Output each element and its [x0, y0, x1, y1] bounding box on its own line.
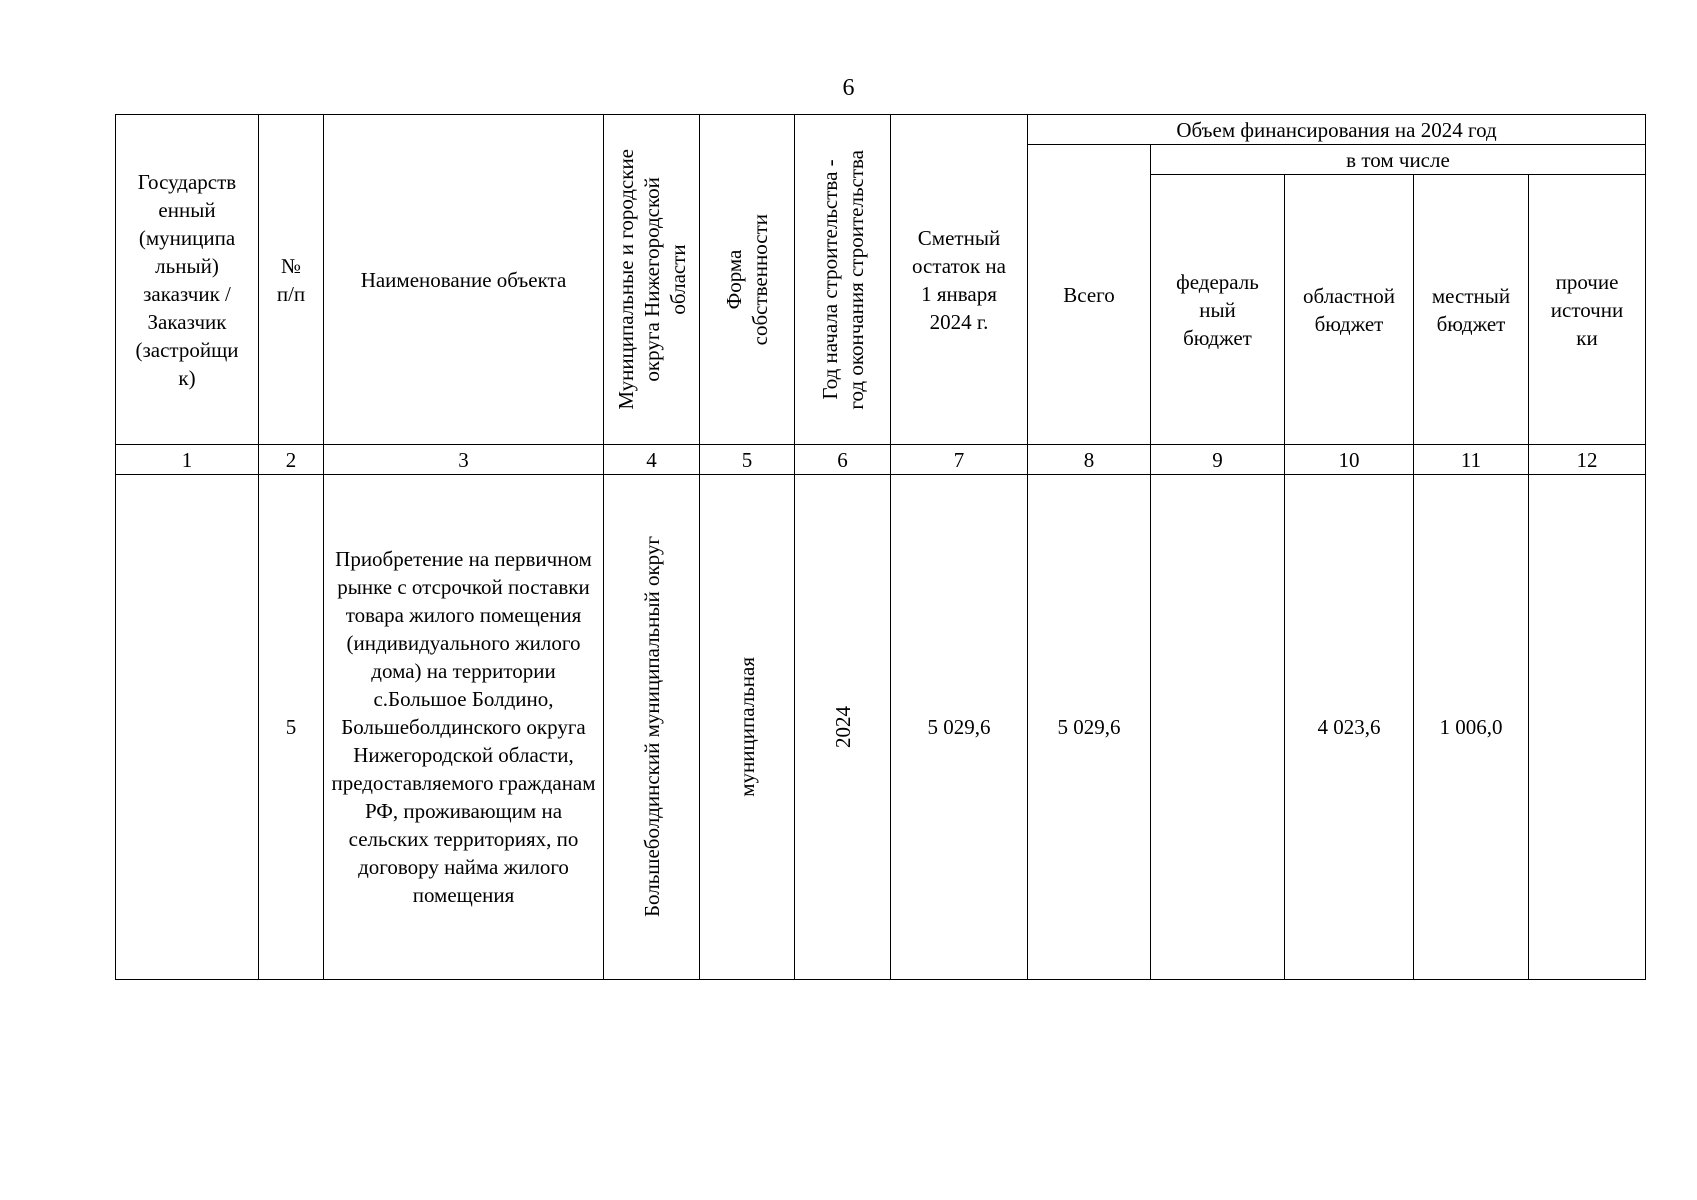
- column-number: 10: [1285, 445, 1414, 475]
- header-years-label: Год начала строительства - год окончания строительства: [817, 149, 868, 410]
- header-customer: [116, 115, 259, 445]
- cell-municipality: [604, 475, 700, 980]
- cell-federal-budget: [1151, 475, 1285, 980]
- cell-regional-budget: 4 023,6: [1285, 475, 1414, 980]
- column-number: 6: [795, 445, 891, 475]
- column-number: 5: [700, 445, 795, 475]
- header-including-group: в том числе: [1151, 145, 1646, 175]
- header-regional-budget: областной бюджет: [1285, 175, 1414, 445]
- header-funding-group: Объем финансирования на 2024 год: [1028, 115, 1646, 145]
- header-federal-budget: федераль ный бюджет: [1151, 175, 1285, 445]
- cell-ownership: [700, 475, 795, 980]
- header-estimated-balance: Сметный остаток на 1 января 2024 г.: [891, 115, 1028, 445]
- header-row-1: [116, 115, 1646, 145]
- header-total: Всего: [1028, 145, 1151, 445]
- page-number: 6: [842, 75, 855, 101]
- column-numbers-row: [116, 445, 1646, 475]
- cell-total: 5 029,6: [1028, 475, 1151, 980]
- header-other-sources: прочие источни ки: [1529, 175, 1646, 445]
- header-ownership: [700, 115, 795, 445]
- cell-other-sources: [1529, 475, 1646, 980]
- column-number: 3: [324, 445, 604, 475]
- column-number: 8: [1028, 445, 1151, 475]
- header-municipality: [604, 115, 700, 445]
- column-number: 2: [259, 445, 324, 475]
- header-object-name: Наименование объекта: [324, 115, 604, 445]
- table-row: [116, 475, 1646, 980]
- header-municipality-label: Муниципальные и городские округа Нижегородской области: [613, 149, 690, 410]
- column-number: 4: [604, 445, 700, 475]
- column-number: 11: [1414, 445, 1529, 475]
- header-customer-label: Государств енный (муниципа льный) заказчик / Заказчик (застройщи к): [135, 169, 239, 390]
- cell-estimated-balance: 5 029,6: [891, 475, 1028, 980]
- column-number: 7: [891, 445, 1028, 475]
- financing-table: [115, 114, 1646, 980]
- cell-ownership-text: муниципальная: [735, 657, 759, 797]
- header-years: [795, 115, 891, 445]
- header-ownership-label: Форма собственности: [722, 213, 772, 346]
- column-number: 9: [1151, 445, 1285, 475]
- cell-local-budget: 1 006,0: [1414, 475, 1529, 980]
- header-local-budget: местный бюджет: [1414, 175, 1529, 445]
- cell-municipality-text: Большеболдинский муниципальный округ: [639, 536, 664, 918]
- cell-customer: [116, 475, 259, 980]
- cell-years-text: 2024: [830, 706, 855, 748]
- cell-years: [795, 475, 891, 980]
- cell-number: 5: [259, 475, 324, 980]
- cell-object-name: Приобретение на первичном рынке с отсрочкой поставки товара жилого помещения (индивидуального жилого дома) на территории с.Большое Болдино, Большеболдинского округа Нижегородской области, предоставляемого гражданам РФ, проживающим на сельских территориях, по договору найма жилого помещения: [324, 475, 604, 980]
- header-number: № п/п: [259, 115, 324, 445]
- column-number: 12: [1529, 445, 1646, 475]
- column-number: 1: [116, 445, 259, 475]
